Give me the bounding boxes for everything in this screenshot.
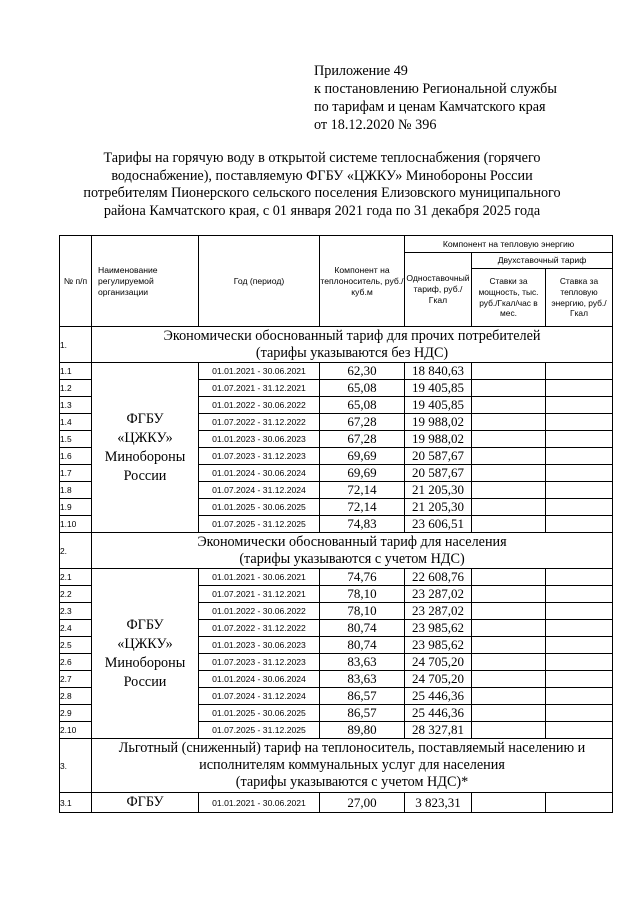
org-line: Минобороны (104, 448, 186, 465)
row-number: 1.4 (60, 414, 92, 431)
appendix-line: Приложение 49 (314, 63, 408, 79)
row-energy-rate (546, 793, 613, 813)
row-energy-rate (546, 705, 613, 722)
row-energy-rate (546, 448, 613, 465)
row-energy-rate (546, 688, 613, 705)
row-capacity-rate (472, 654, 546, 671)
row-period: 01.01.2021 - 30.06.2021 (199, 569, 320, 586)
row-capacity-rate (472, 516, 546, 533)
row-capacity-rate (472, 705, 546, 722)
section-title-line: Экономически обоснованный тариф для населения (197, 533, 507, 550)
row-energy-rate (546, 431, 613, 448)
row-single-rate: 22 608,76 (405, 569, 472, 586)
title-line: потребителям Пионерского сельского поселения Елизовского муниципального (83, 185, 561, 201)
row-carrier-value: 78,10 (320, 586, 405, 603)
row-capacity-rate (472, 620, 546, 637)
org-line: России (123, 467, 167, 484)
header-two-rate: Двухставочный тариф (472, 253, 613, 269)
row-period: 01.01.2023 - 30.06.2023 (199, 637, 320, 654)
row-period: 01.07.2023 - 31.12.2023 (199, 448, 320, 465)
row-single-rate: 19 988,02 (405, 414, 472, 431)
row-period: 01.07.2021 - 31.12.2021 (199, 586, 320, 603)
row-single-rate: 21 205,30 (405, 499, 472, 516)
row-carrier-value: 83,63 (320, 654, 405, 671)
row-period: 01.01.2025 - 30.06.2025 (199, 499, 320, 516)
row-carrier-value: 69,69 (320, 448, 405, 465)
row-capacity-rate (472, 482, 546, 499)
row-capacity-rate (472, 671, 546, 688)
org-line: ФГБУ (126, 616, 164, 633)
row-number: 2.6 (60, 654, 92, 671)
row-carrier-value: 80,74 (320, 637, 405, 654)
row-energy-rate (546, 620, 613, 637)
row-period: 01.01.2023 - 30.06.2023 (199, 431, 320, 448)
row-single-rate: 20 587,67 (405, 448, 472, 465)
header-num: № п/п (60, 236, 92, 327)
header-carrier: Компонент на теплоноситель, руб./куб.м (320, 236, 405, 327)
row-number: 1.1 (60, 363, 92, 380)
row-energy-rate (546, 482, 613, 499)
row-single-rate: 25 446,36 (405, 688, 472, 705)
row-number: 2.3 (60, 603, 92, 620)
row-number: 1.9 (60, 499, 92, 516)
row-period: 01.07.2022 - 31.12.2022 (199, 414, 320, 431)
header-capacity-rate: Ставки за мощность, тыс. руб./Гкал/час в мес. (472, 269, 546, 327)
section-title-line: Льготный (сниженный) тариф на теплоноситель, поставляемый населению и (118, 740, 586, 756)
row-carrier-value: 86,57 (320, 688, 405, 705)
appendix-block (314, 62, 614, 134)
row-single-rate: 18 840,63 (405, 363, 472, 380)
row-single-rate: 24 705,20 (405, 671, 472, 688)
row-capacity-rate (472, 414, 546, 431)
row-period: 01.01.2025 - 30.06.2025 (199, 705, 320, 722)
row-number: 1.5 (60, 431, 92, 448)
row-single-rate: 20 587,67 (405, 465, 472, 482)
row-period: 01.07.2021 - 31.12.2021 (199, 380, 320, 397)
section-title-line: исполнителям коммунальных услуг для населения (199, 757, 505, 773)
row-energy-rate (546, 722, 613, 739)
appendix-line: к постановлению Региональной службы (314, 81, 557, 97)
row-carrier-value: 74,76 (320, 569, 405, 586)
header-energy-rate: Ставка за тепловую энергию, руб./Гкал (546, 269, 613, 327)
row-carrier-value: 67,28 (320, 414, 405, 431)
row-period: 01.01.2024 - 30.06.2024 (199, 465, 320, 482)
title-line: водоснабжение), поставляемую ФГБУ «ЦЖКУ» Минобороны России (111, 167, 533, 184)
row-number: 2.7 (60, 671, 92, 688)
row-capacity-rate (472, 688, 546, 705)
row-energy-rate (546, 397, 613, 414)
row-number: 2.5 (60, 637, 92, 654)
section-title (92, 327, 613, 363)
row-single-rate: 19 405,85 (405, 397, 472, 414)
section-title (92, 739, 613, 793)
row-carrier-value: 89,80 (320, 722, 405, 739)
row-number: 1.3 (60, 397, 92, 414)
row-number: 2.2 (60, 586, 92, 603)
row-carrier-value: 65,08 (320, 397, 405, 414)
row-carrier-value: 86,57 (320, 705, 405, 722)
header-period: Год (период) (199, 236, 320, 327)
row-number: 2.8 (60, 688, 92, 705)
org-line: «ЦЖКУ» (117, 635, 173, 652)
tariff-table (59, 235, 613, 813)
section-number: 1. (60, 327, 92, 363)
row-number: 2.9 (60, 705, 92, 722)
row-single-rate: 23 287,02 (405, 603, 472, 620)
row-period: 01.07.2023 - 31.12.2023 (199, 654, 320, 671)
row-energy-rate (546, 380, 613, 397)
row-capacity-rate (472, 586, 546, 603)
row-energy-rate (546, 603, 613, 620)
row-carrier-value: 27,00 (320, 793, 405, 813)
row-energy-rate (546, 637, 613, 654)
row-period: 01.01.2021 - 30.06.2021 (199, 363, 320, 380)
row-energy-rate (546, 414, 613, 431)
row-capacity-rate (472, 431, 546, 448)
row-period: 01.07.2024 - 31.12.2024 (199, 688, 320, 705)
row-capacity-rate (472, 465, 546, 482)
row-carrier-value: 62,30 (320, 363, 405, 380)
row-single-rate: 23 985,62 (405, 637, 472, 654)
row-carrier-value: 80,74 (320, 620, 405, 637)
row-capacity-rate (472, 499, 546, 516)
row-carrier-value: 78,10 (320, 603, 405, 620)
row-energy-rate (546, 499, 613, 516)
row-single-rate: 24 705,20 (405, 654, 472, 671)
row-number: 2.1 (60, 569, 92, 586)
section-title (92, 533, 613, 569)
header-org: Наименование регулируемой организации (92, 236, 199, 327)
organization-cell (92, 569, 199, 739)
row-number: 3.1 (60, 793, 92, 813)
org-line: «ЦЖКУ» (117, 429, 173, 446)
row-energy-rate (546, 516, 613, 533)
row-period: 01.07.2022 - 31.12.2022 (199, 620, 320, 637)
row-carrier-value: 65,08 (320, 380, 405, 397)
row-number: 2.4 (60, 620, 92, 637)
row-single-rate: 19 405,85 (405, 380, 472, 397)
row-number: 2.10 (60, 722, 92, 739)
row-single-rate: 28 327,81 (405, 722, 472, 739)
row-energy-rate (546, 654, 613, 671)
row-period: 01.01.2021 - 30.06.2021 (199, 793, 320, 813)
row-capacity-rate (472, 448, 546, 465)
row-carrier-value: 72,14 (320, 499, 405, 516)
appendix-line: по тарифам и ценам Камчатского края (314, 99, 546, 115)
header-single-rate: Одноставочный тариф, руб./Гкал (405, 253, 472, 327)
row-single-rate: 21 205,30 (405, 482, 472, 499)
title-line: района Камчатского края, с 01 января 2021 года по 31 декабря 2025 года (103, 202, 541, 219)
row-single-rate: 25 446,36 (405, 705, 472, 722)
row-single-rate: 23 606,51 (405, 516, 472, 533)
row-carrier-value: 74,83 (320, 516, 405, 533)
row-number: 1.2 (60, 380, 92, 397)
row-period: 01.01.2024 - 30.06.2024 (199, 671, 320, 688)
row-period: 01.07.2024 - 31.12.2024 (199, 482, 320, 499)
row-period: 01.07.2025 - 31.12.2025 (199, 516, 320, 533)
row-energy-rate (546, 671, 613, 688)
header-thermal: Компонент на тепловую энергию (405, 236, 613, 253)
org-line: ФГБУ (126, 410, 164, 427)
row-capacity-rate (472, 569, 546, 586)
document-title (50, 150, 594, 220)
section-title-line: (тарифы указываются с учетом НДС) (239, 550, 465, 567)
row-number: 1.6 (60, 448, 92, 465)
row-capacity-rate (472, 793, 546, 813)
org-line: Минобороны (104, 654, 186, 671)
row-number: 1.8 (60, 482, 92, 499)
row-energy-rate (546, 363, 613, 380)
section-title-line: (тарифы указываются с учетом НДС)* (235, 774, 469, 790)
section-number: 2. (60, 533, 92, 569)
row-single-rate: 3 823,31 (405, 793, 472, 813)
row-capacity-rate (472, 380, 546, 397)
org-line: России (123, 673, 167, 690)
row-period: 01.07.2025 - 31.12.2025 (199, 722, 320, 739)
row-energy-rate (546, 569, 613, 586)
title-line: Тарифы на горячую воду в открытой системе теплоснабжения (горячего (103, 150, 541, 166)
section-title-line: Экономически обоснованный тариф для прочих потребителей (163, 327, 541, 344)
row-carrier-value: 83,63 (320, 671, 405, 688)
row-capacity-rate (472, 603, 546, 620)
section-number: 3. (60, 739, 92, 793)
row-period: 01.01.2022 - 30.06.2022 (199, 397, 320, 414)
organization-cell (92, 363, 199, 533)
row-single-rate: 19 988,02 (405, 431, 472, 448)
row-capacity-rate (472, 397, 546, 414)
row-carrier-value: 69,69 (320, 465, 405, 482)
row-capacity-rate (472, 722, 546, 739)
organization-cell: ФГБУ (92, 793, 199, 813)
appendix-line: от 18.12.2020 № 396 (314, 117, 437, 133)
row-capacity-rate (472, 637, 546, 654)
row-carrier-value: 72,14 (320, 482, 405, 499)
row-energy-rate (546, 586, 613, 603)
row-energy-rate (546, 465, 613, 482)
row-number: 1.10 (60, 516, 92, 533)
row-period: 01.01.2022 - 30.06.2022 (199, 603, 320, 620)
row-single-rate: 23 985,62 (405, 620, 472, 637)
row-carrier-value: 67,28 (320, 431, 405, 448)
row-number: 1.7 (60, 465, 92, 482)
row-single-rate: 23 287,02 (405, 586, 472, 603)
section-title-line: (тарифы указываются без НДС) (255, 344, 449, 361)
row-capacity-rate (472, 363, 546, 380)
